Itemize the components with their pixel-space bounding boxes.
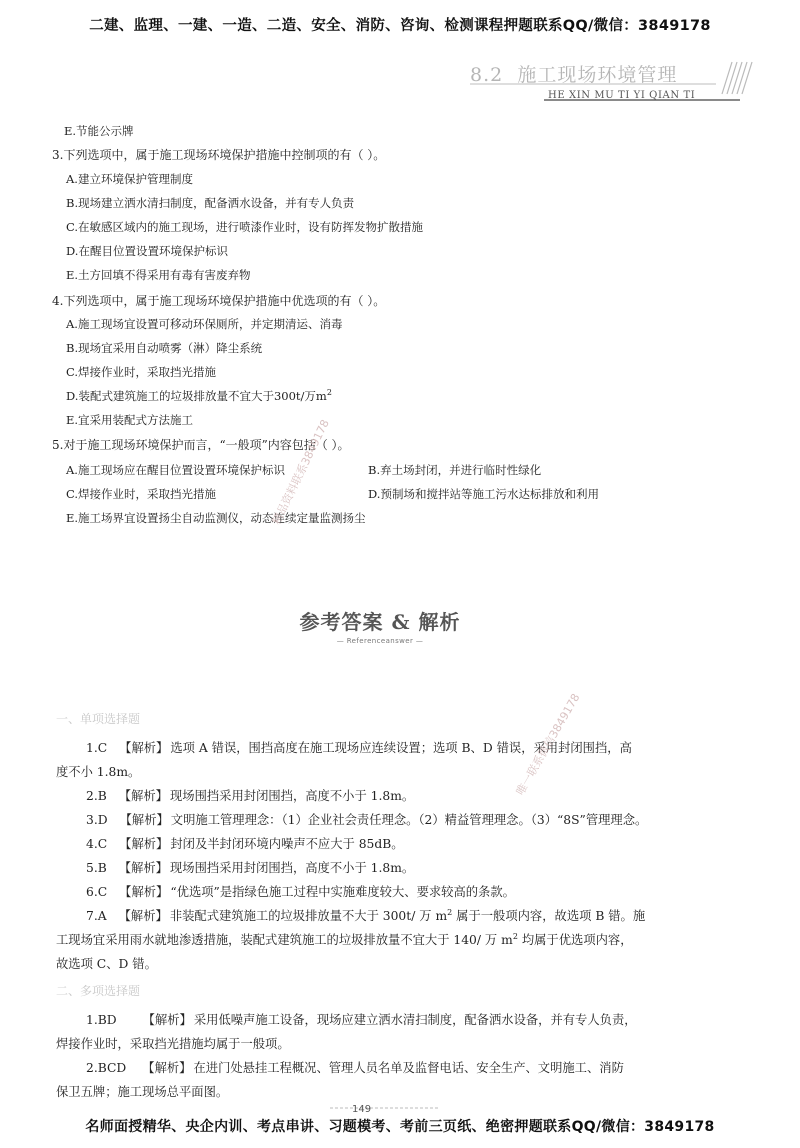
q4-option-d bbox=[66, 388, 332, 404]
q3-option-b: B.现场建立洒水清扫制度，配备洒水设备，并有专人负责 bbox=[66, 196, 355, 210]
analysis-tag: 【解析】 bbox=[119, 741, 169, 755]
answer-number: 6.C bbox=[86, 885, 108, 899]
section-number: 8.2 bbox=[470, 64, 504, 86]
answer-text: 封闭及半封闭环境内噪声不应大于 85dB。 bbox=[170, 837, 404, 851]
q4-option-b: B.现场宜采用自动喷雾（淋）降尘系统 bbox=[66, 341, 263, 355]
watermark: 唯一联系微信3849178 bbox=[513, 691, 583, 798]
answer-number: 3.D bbox=[86, 813, 108, 827]
q5-option-e: E.施工场界宜设置扬尘自动监测仪，动态连续定量监测扬尘 bbox=[66, 511, 366, 525]
page-number: 149 bbox=[352, 1104, 372, 1115]
q5-option-c: C.焊接作业时，采取挡光措施 bbox=[66, 487, 217, 501]
answer-text: “优选项”是指绿色施工过程中实施难度较大、要求较高的条款。 bbox=[170, 885, 515, 899]
section-name: 施工现场环境管理 bbox=[517, 64, 678, 86]
superscript-2: 2 bbox=[326, 388, 332, 398]
answer-text: 工现场宜采用雨水就地渗透措施，装配式建筑施工的垃圾排放量不宜大于 140/ 万 m bbox=[56, 933, 513, 947]
answer-number: 2.B bbox=[86, 789, 107, 803]
answer-text: 文明施工管理理念：（1）企业社会责任理念。（2）精益管理理念。（3）“8S”管理理念。 bbox=[170, 813, 648, 827]
answer-number: 4.C bbox=[86, 837, 108, 851]
answer-line bbox=[86, 1058, 624, 1076]
answer-line: 保卫五牌；施工现场总平面图。 bbox=[56, 1085, 229, 1099]
q5-option-b: B.弃土场封闭，并进行临时性绿化 bbox=[368, 463, 542, 477]
q4-option-e: E.宜采用装配式方法施工 bbox=[66, 413, 194, 427]
q4-option-d-text: D.装配式建筑施工的垃圾排放量不宜大于300t/万m bbox=[66, 389, 327, 403]
top-banner: 二建、监理、一建、一造、二造、安全、消防、咨询、检测课程押题联系QQ/微信：3849178 bbox=[89, 18, 711, 34]
answer-line bbox=[86, 858, 414, 876]
answer-line: 焊接作业时，采取挡光措施均属于一般项。 bbox=[56, 1037, 290, 1051]
question-5-stem: 5.对于施工现场环境保护而言，“一般项”内容包括（ ）。 bbox=[52, 438, 350, 452]
q4-option-c: C.焊接作业时，采取挡光措施 bbox=[66, 365, 217, 379]
q4-option-a: A.施工现场宜设置可移动环保厕所，并定期清运、消毒 bbox=[66, 317, 343, 331]
analysis-tag: 【解析】 bbox=[118, 789, 168, 803]
answer-text: 均属于优选项内容， bbox=[521, 933, 633, 947]
superscript-2: 2 bbox=[512, 931, 518, 941]
answer-number: 2.BCD bbox=[86, 1061, 127, 1075]
answer-number: 1.C bbox=[86, 741, 108, 755]
answer-line bbox=[86, 882, 515, 900]
answer-text: 现场围挡采用封闭围挡，高度不小于 1.8m。 bbox=[169, 789, 415, 803]
answer-line bbox=[86, 906, 645, 924]
section-single-choice: 一、单项选择题 bbox=[56, 712, 141, 726]
answer-text: 现场围挡采用封闭围挡，高度不小于 1.8m。 bbox=[169, 861, 415, 875]
analysis-tag: 【解析】 bbox=[119, 837, 169, 851]
answers-title: 参考答案 & 解析 bbox=[299, 610, 461, 634]
q5-option-d: D.预制场和搅拌站等施工污水达标排放和利用 bbox=[368, 487, 599, 501]
answer-number: 1.BD bbox=[86, 1013, 117, 1027]
prev-question-option-e: E.节能公示牌 bbox=[64, 124, 134, 138]
answer-text: 属于一般项内容，故选项 B 错。施 bbox=[456, 909, 646, 923]
watermark: 精品资料联系3849178 bbox=[269, 417, 332, 527]
question-3-stem: 3.下列选项中，属于施工现场环境保护措施中控制项的有（ ）。 bbox=[52, 148, 386, 162]
analysis-tag: 【解析】 bbox=[119, 885, 169, 899]
q3-option-a: A.建立环境保护管理制度 bbox=[66, 172, 193, 186]
answer-text: 在进门处悬挂工程概况、管理人员名单及监督电话、安全生产、文明施工、消防 bbox=[193, 1061, 624, 1075]
page-number-decoration bbox=[330, 1102, 440, 1114]
q3-option-e: E.土方回填不得采用有毒有害废弃物 bbox=[66, 268, 251, 282]
answers-subtitle: — Referenceanswer — bbox=[336, 637, 424, 645]
answer-text: 选项 A 错误，围挡高度在施工现场应连续设置；选项 B、D 错误，采用封闭围挡，高 bbox=[170, 741, 632, 755]
analysis-tag: 【解析】 bbox=[119, 813, 169, 827]
answer-line: 故选项 C、D 错。 bbox=[56, 957, 157, 971]
q3-option-c: C.在敏感区域内的施工现场，进行喷漆作业时，设有防挥发物扩散措施 bbox=[66, 220, 424, 234]
answer-line: 度不小 1.8m。 bbox=[56, 765, 141, 779]
analysis-tag: 【解析】 bbox=[142, 1061, 192, 1075]
answer-text: 采用低噪声施工设备，现场应建立洒水清扫制度，配备洒水设备，并有专人负责， bbox=[193, 1013, 637, 1027]
q5-option-a: A.施工现场应在醒目位置设置环境保护标识 bbox=[66, 463, 285, 477]
answer-line bbox=[86, 834, 404, 852]
answer-number: 7.A bbox=[86, 909, 107, 923]
answer-text: 非装配式建筑施工的垃圾排放量不大于 300t/ 万 m bbox=[169, 909, 448, 923]
answer-number: 5.B bbox=[86, 861, 107, 875]
analysis-tag: 【解析】 bbox=[118, 861, 168, 875]
answer-line bbox=[56, 930, 633, 948]
section-subtitle: HE XIN MU TI YI QIAN TI bbox=[548, 90, 696, 101]
question-4-stem: 4.下列选项中，属于施工现场环境保护措施中优选项的有（ ）。 bbox=[52, 294, 386, 308]
analysis-tag: 【解析】 bbox=[118, 909, 168, 923]
bottom-banner: 名师面授精华、央企内训、考点串讲、习题模考、考前三页纸、绝密押题联系QQ/微信：3849178 bbox=[85, 1119, 715, 1135]
superscript-2: 2 bbox=[447, 907, 453, 917]
section-title bbox=[470, 60, 677, 87]
analysis-tag: 【解析】 bbox=[142, 1013, 192, 1027]
q3-option-d: D.在醒目位置设置环境保护标识 bbox=[66, 244, 228, 258]
answer-line bbox=[86, 810, 647, 828]
section-multiple-choice: 二、多项选择题 bbox=[56, 984, 141, 998]
answer-line bbox=[86, 1010, 637, 1028]
answer-line bbox=[86, 786, 414, 804]
